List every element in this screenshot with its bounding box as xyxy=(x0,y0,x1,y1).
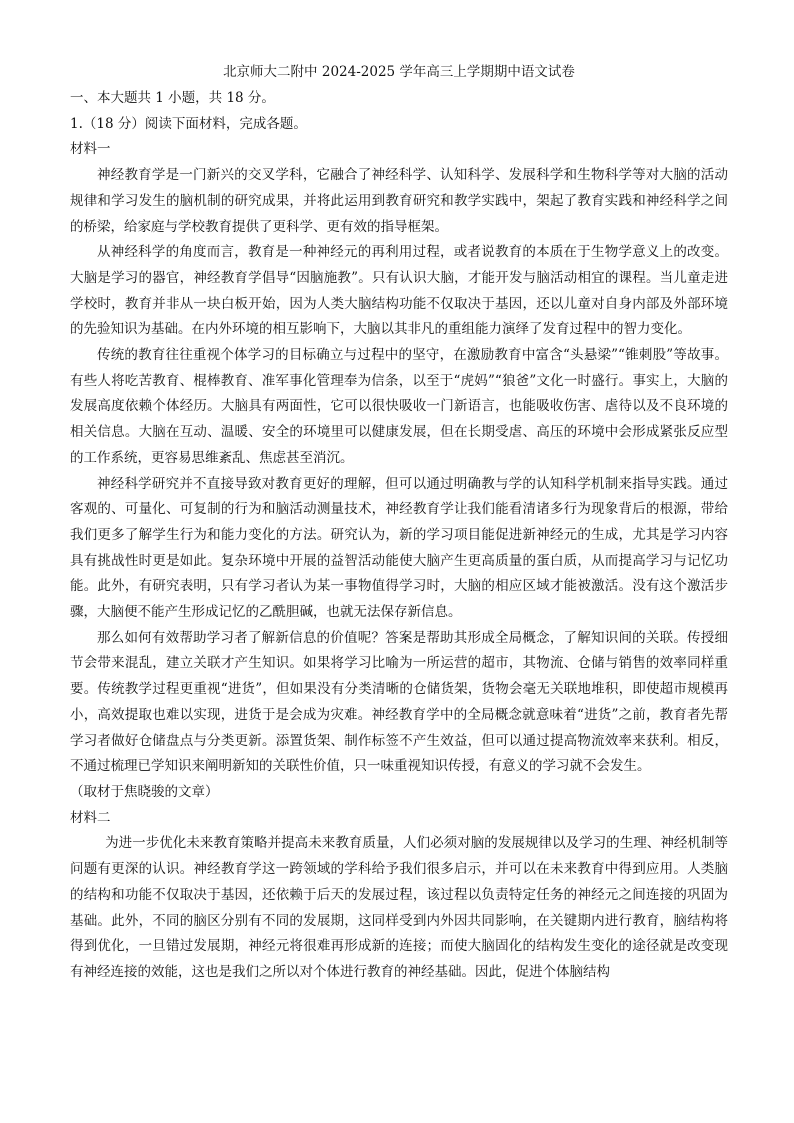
material2-paragraph-1: 为进一步优化未来教育策略并提高未来教育质量，人们必须对脑的发展规律以及学习的生理、神经机制等问题有更深的认识。神经教育学这一跨领域的学科给予我们很多启示，并可以在未来教育中得到应用。人类脑的结构和功能不仅取决于基因，还依赖于后天的发展过程，该过程以负责特定任务的神经元之间连接的巩固为基础。此外，不同的脑区分别有不同的发展期，这同样受到内外因共同影响，在关键期内进行教育，脑结构将得到优化，一旦错过发展期，神经元将很难再形成新的连接；而使大脑固化的结构发生变化的途径就是改变现有神经连接的效能，这也是我们之所以对个体进行教育的神经基础。因此，促进个体脑结构 xyxy=(70,835,728,980)
exam-title: 北京师大二附中 2024-2025 学年高三上学期期中语文试卷 xyxy=(223,64,575,80)
material1-paragraph-4: 神经科学研究并不直接导致对教育更好的理解，但可以通过明确教与学的认知科学机制来指导实践。通过客观的、可量化、可复制的行为和脑活动测量技术，神经教育学让我们能看清诸多行为现象背后的根源，带给我们更多了解学生行为和能力变化的方法。研究认为，新的学习项目能促进新神经元的生成，尤其是学习内容具有挑战性时更是如此。复杂环境中开展的益智活动能使大脑产生更高质量的蛋白质，从而提高学习与记忆功能。此外，有研究表明，只有学习者认为某一事物值得学习时，大脑的相应区域才能被激活。没有这个激活步骤，大脑便不能产生形成记忆的乙酰胆碱，也就无法保存新信息。 xyxy=(70,475,728,621)
material1-paragraph-3: 传统的教育往往重视个体学习的目标确立与过程中的坚守，在激励教育中富含“头悬梁”“锥刺股”等故事。有些人将吃苦教育、棍棒教育、准军事化管理奉为信条，以至于“虎妈”“狼爸”文化一时盛行。事实上，大脑的发展高度依赖个体经历。大脑具有两面性，它可以很快吸收一门新语言，也能吸收伤害、虐待以及不良环境的相关信息。大脑在互动、温暖、安全的环境里可以健康发展，但在长期受虐、高压的环境中会形成紧张反应型的工作系统，更容易思维紊乱、焦虑甚至消沉。 xyxy=(70,347,728,466)
material1-paragraph-1: 神经教育学是一门新兴的交叉学科，它融合了神经科学、认知科学、发展科学和生物科学等对大脑的活动规律和学习发生的脑机制的研究成果，并将此运用到教育研究和教学实践中，架起了教育实践和神经科学之间的桥梁，给家庭与学校教育提供了更科学、更有效的指导框架。 xyxy=(70,167,728,235)
material1-source: （取材于焦晓骏的文章） xyxy=(70,783,219,800)
question-intro: 1.（18 分）阅读下面材料，完成各题。 xyxy=(70,115,307,132)
material1-paragraph-2: 从神经科学的角度而言，教育是一种神经元的再利用过程，或者说教育的本质在于生物学意义上的改变。大脑是学习的器官，神经教育学倡导“因脑施教”。只有认识大脑，才能开发与脑活动相宜的课程。当儿童走进学校时，教育并非从一块白板开始，因为人类大脑结构功能不仅取决于基因，还以儿童对自身内部及外部环境的先验知识为基础。在内外环境的相互影响下，大脑以其非凡的重组能力演绎了发育过程中的智力变化。 xyxy=(70,244,728,338)
material2-label: 材料二 xyxy=(70,809,111,826)
section-heading: 一、本大题共 1 小题，共 18 分。 xyxy=(70,90,275,106)
material1-paragraph-5: 那么如何有效帮助学习者了解新信息的价值呢？答案是帮助其形成全局概念，了解知识间的关联。传授细节会带来混乱，建立关联才产生知识。如果将学习比喻为一所运营的超市，其物流、仓储与销售的效率同样重要。传统教学过程更重视“进货”，但如果没有分类清晰的仓储货架，货物会毫无关联地堆积，即使超市规模再小，高效提取也难以实现，进货于是会成为灾难。神经教育学中的全局概念就意味着“进货”之前，教育者先帮学习者做好仓储盘点与分类更新。添置货架、制作标签不产生效益，但可以通过提高物流效率来获利。相反，不通过梳理已学知识来阐明新知的关联性价值，只一味重视知识传授，有意义的学习就不会发生。 xyxy=(70,629,728,775)
material1-label: 材料一 xyxy=(70,141,111,158)
